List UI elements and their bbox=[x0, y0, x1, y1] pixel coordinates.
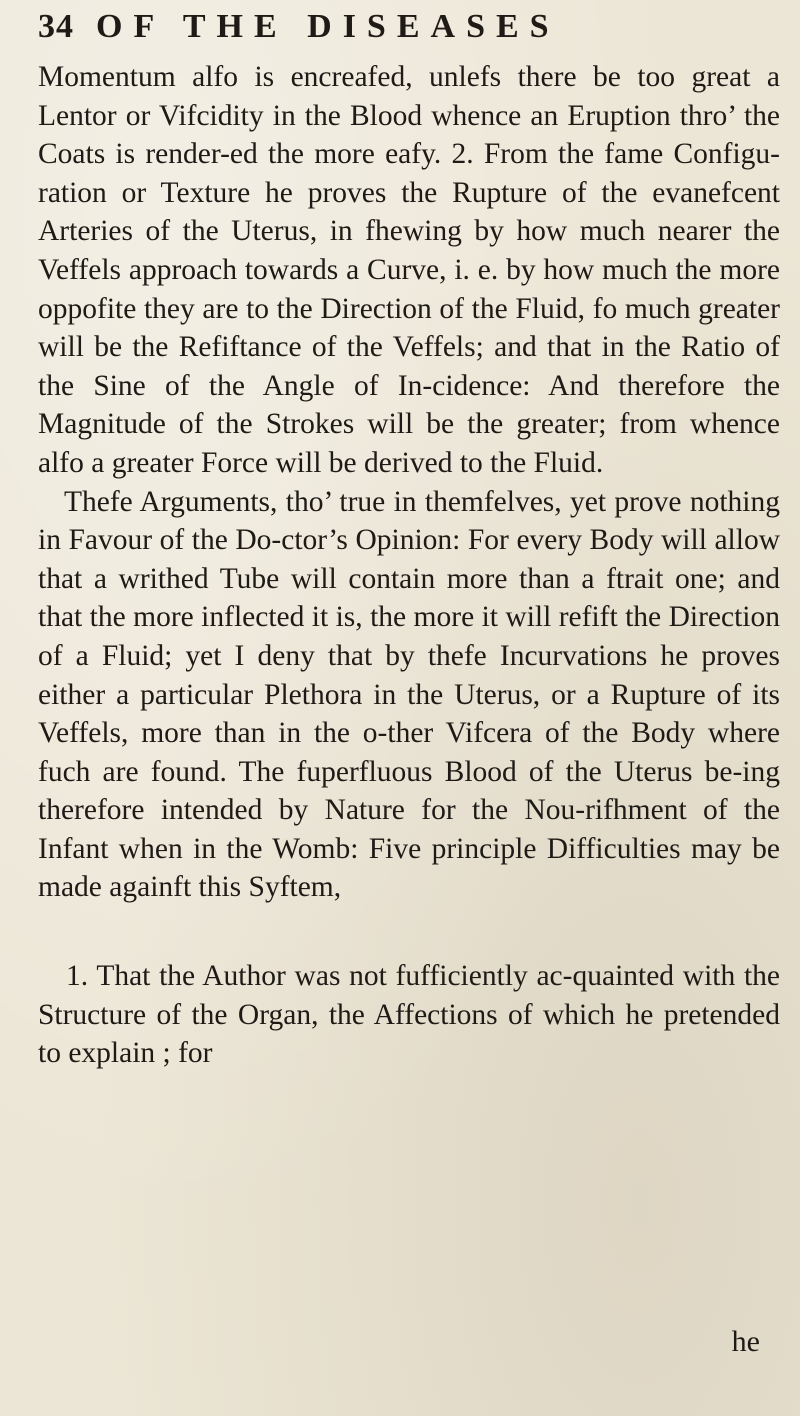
running-title: OF THE DISEASES bbox=[96, 8, 560, 45]
body-text bbox=[38, 58, 780, 1073]
paragraph: Momentum alfo is encreafed, unlefs there be too great a Lentor or Vifcidity in the Blood whence an Eruption thro’ the Coats is render-ed the more eafy. 2. From the fame Configu-ration or Texture he proves the Rupture of the evanefcent Arteries of the Uterus, in fhewing by how much nearer the Veffels approach towards a Curve, i. e. by how much the more oppofite they are to the Direction of the Fluid, fo much greater will be the Refiftance of the Veffels; and that in the Ratio of the Sine of the Angle of In-cidence: And therefore the Magnitude of the Strokes will be the greater; from whence alfo a greater Force will be derived to the Fluid. bbox=[38, 61, 780, 479]
catchword: he bbox=[731, 1325, 760, 1358]
paragraph: 1. That the Author was not fufficiently ac-quainted with the Structure of the Organ, the Affections of which he pretended to explain ; for bbox=[38, 960, 780, 1070]
running-head bbox=[38, 8, 780, 58]
page-number: 34 bbox=[38, 8, 74, 45]
paragraph: Thefe Arguments, tho’ true in themfelves, yet prove nothing in Favour of the Do-ctor’s Opinion: For every Body will allow that a writhed Tube will contain more than a ftrait one; and that the more inflected it is, the more it will refift the Direction of a Fluid; yet I deny that by thefe Incurvations he proves either a particular Plethora in the Uterus, or a Rupture of its Veffels, more than in the o-ther Vifcera of the Body where fuch are found. The fuperfluous Blood of the Uterus be-ing therefore intended by Nature for the Nou-rifhment of the Infant when in the Womb: Five principle Difficulties may be made againft this Syftem, bbox=[38, 485, 780, 904]
book-page bbox=[38, 8, 780, 1408]
